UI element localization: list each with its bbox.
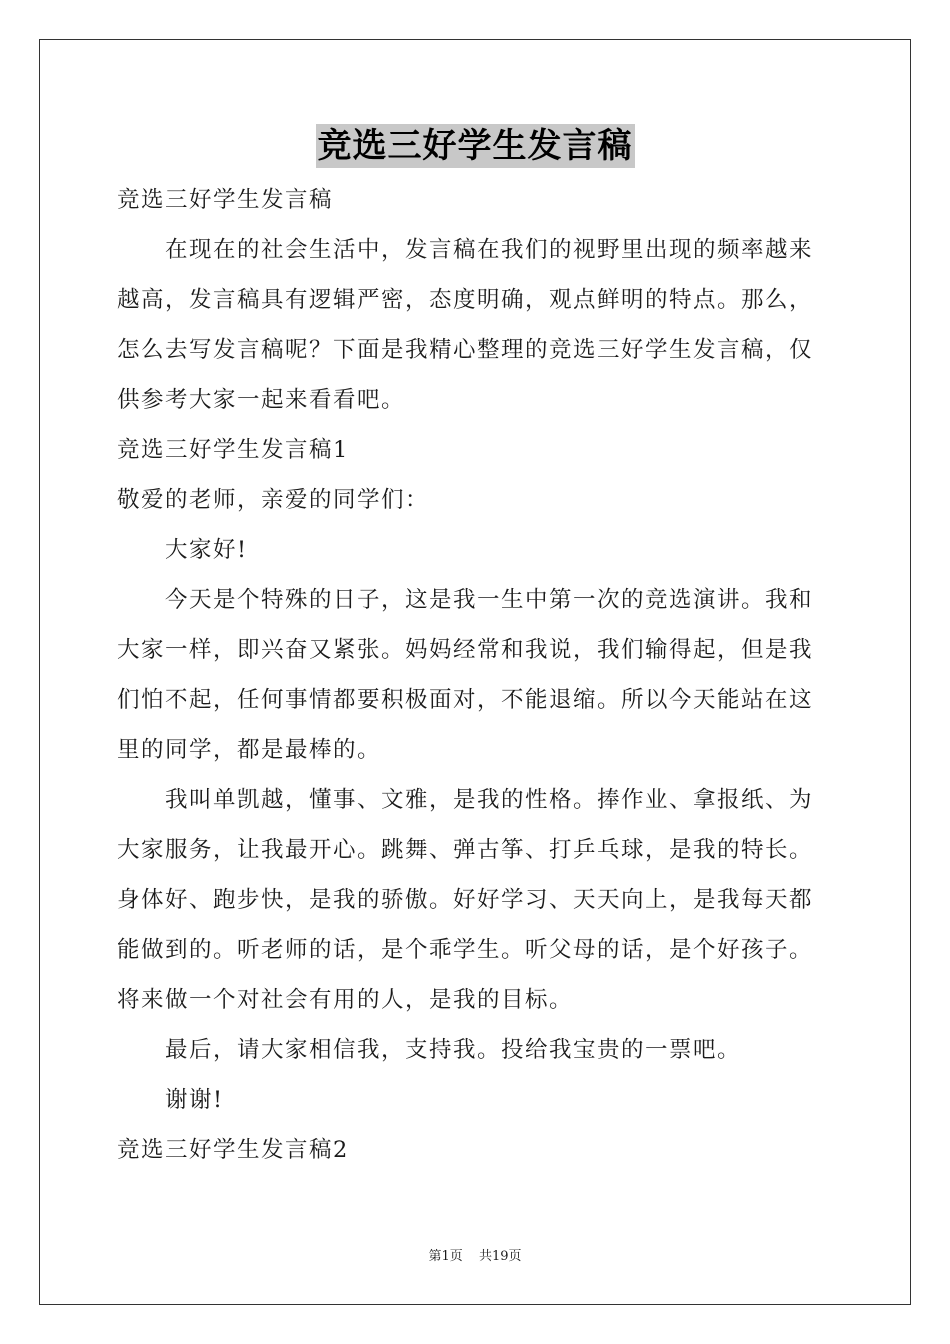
section-heading: 竞选三好学生发言稿1	[117, 437, 349, 463]
document-title-wrapper	[0, 124, 950, 168]
section-heading: 竞选三好学生发言稿2	[117, 1137, 349, 1163]
page-footer	[0, 1247, 950, 1267]
document-body	[117, 175, 833, 1175]
document-title: 竞选三好学生发言稿	[317, 126, 633, 166]
paragraph: 谢谢!	[165, 1087, 224, 1113]
paragraph: 我叫单凯越，懂事、文雅，是我的性格。捧作业、拿报纸、为大家服务，让我最开心。跳舞、弹古筝、打乒乓球，是我的特长。身体好、跑步快，是我的骄傲。好好学习、天天向上，是我每天都能做到的。听老师的话，是个乖学生。听父母的话，是个好孩子。将来做一个对社会有用的人，是我的目标。	[117, 787, 814, 1013]
paragraph: 最后，请大家相信我，支持我。投给我宝贵的一票吧。	[165, 1037, 742, 1063]
page-total: 共19页	[478, 1249, 522, 1264]
paragraph: 大家好!	[165, 537, 248, 563]
paragraph: 竞选三好学生发言稿	[117, 187, 334, 213]
paragraph: 今天是个特殊的日子，这是我一生中第一次的竞选演讲。我和大家一样，即兴奋又紧张。妈妈经常和我说，我们输得起，但是我们怕不起，任何事情都要积极面对，不能退缩。所以今天能站在这里的同学，都是最棒的。	[117, 587, 814, 763]
paragraph: 在现在的社会生活中，发言稿在我们的视野里出现的频率越来越高，发言稿具有逻辑严密，态度明确，观点鲜明的特点。那么，怎么去写发言稿呢？下面是我精心整理的竞选三好学生发言稿，仅供参考大家一起来看看吧。	[117, 237, 814, 413]
page-number: 第1页	[428, 1249, 463, 1264]
salutation: 敬爱的老师，亲爱的同学们：	[117, 487, 430, 513]
